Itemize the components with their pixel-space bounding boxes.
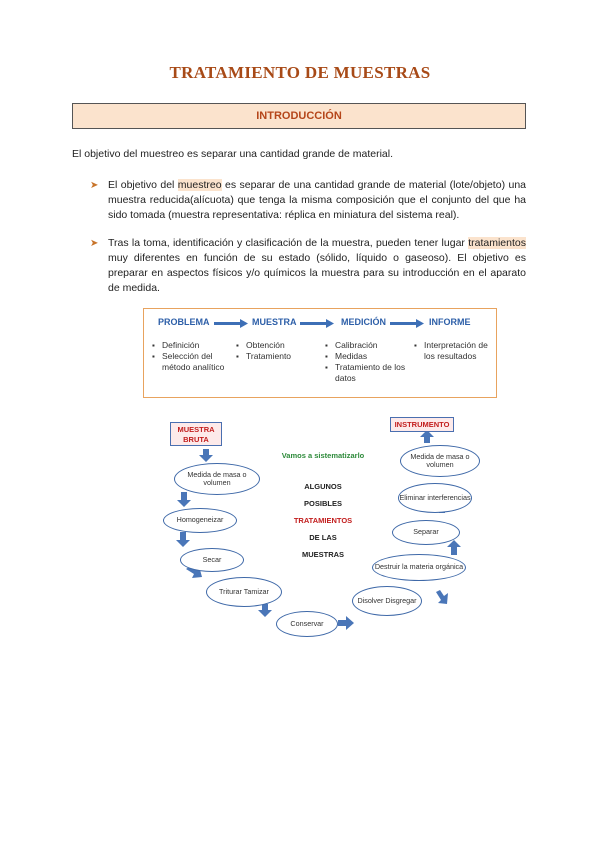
section-heading-intro: INTRODUCCIÓN	[72, 103, 526, 129]
down-arrow-icon	[258, 604, 272, 617]
flow-list-informe: ▪ Interpretación de los resultados	[414, 340, 490, 362]
up-arrow-icon	[447, 540, 461, 555]
down-arrow-icon	[177, 492, 191, 507]
flow-list-problema: ▪ Definición ▪ Selección del método analítico	[152, 340, 232, 373]
up-arrow-icon	[436, 590, 448, 604]
down-arrow-icon	[199, 449, 213, 462]
intro-paragraph: El objetivo del muestreo es separar una cantidad grande de material.	[72, 148, 394, 160]
step-eliminar: Eliminar interferencias	[398, 483, 472, 513]
step-secar: Secar	[180, 548, 244, 572]
step-destruir: Destruir la materia orgánica	[372, 554, 466, 581]
page-title: TRATAMIENTO DE MUESTRAS	[169, 63, 431, 82]
step-triturar: Triturar Tamizar	[206, 577, 282, 607]
highlighted-term: tratamientos	[468, 237, 526, 249]
flow-header-informe: INFORME	[429, 317, 471, 327]
step-disolver: Disolver Disgregar	[352, 586, 422, 616]
flow-header-problema: PROBLEMA	[158, 317, 210, 327]
step-medida-masa-left: Medida de masa o volumen	[174, 463, 260, 495]
right-arrow-icon	[338, 616, 354, 630]
arrow-bullet-icon: ➤	[90, 238, 99, 249]
step-conservar: Conservar	[276, 611, 338, 637]
flow-list-muestra: ▪ Obtención ▪ Tratamiento	[236, 340, 316, 362]
flow-list-medicion: ▪ Calibración ▪ Medidas ▪ Tratamiento de los datos	[325, 340, 407, 384]
step-homogeneizar: Homogeneizar	[163, 508, 237, 533]
bullet-text: Tras la toma, identificación y clasificación de la muestra, pueden tener lugar tratamientos muy diferentes en función de su estado (sólido, líquido o gaseoso). El objetivo es preparar en aspectos físicos y/o químicos la muestra para su introducción en el aparato de medida.	[108, 237, 526, 294]
instrumento-box: INSTRUMENTO	[390, 417, 454, 432]
step-medida-masa-right: Medida de masa o volumen	[400, 445, 480, 477]
flow-header-medicion: MEDICIÓN	[341, 317, 386, 327]
flow-header-muestra: MUESTRA	[252, 317, 297, 327]
highlighted-term: muestreo	[177, 179, 222, 191]
muestra-bruta-box: MUESTRA BRUTA	[170, 422, 222, 446]
step-separar: Separar	[392, 520, 460, 545]
cycle-center-text: ALGUNOS POSIBLES TRATAMIENTOS DE LAS MUESTRAS	[293, 482, 353, 559]
down-arrow-icon	[176, 532, 190, 547]
arrow-bullet-icon: ➤	[90, 180, 99, 191]
cycle-center-title: Vamos a sistematizarlo	[281, 451, 365, 460]
bullet-text: El objetivo del muestreo es separar de una cantidad grande de material (lote/objeto) una muestra reducida(alícuota) que tenga la misma composición que el conjunto del que ha sido tomada (muestra representativa: réplica en miniatura del sistema real).	[108, 179, 526, 221]
